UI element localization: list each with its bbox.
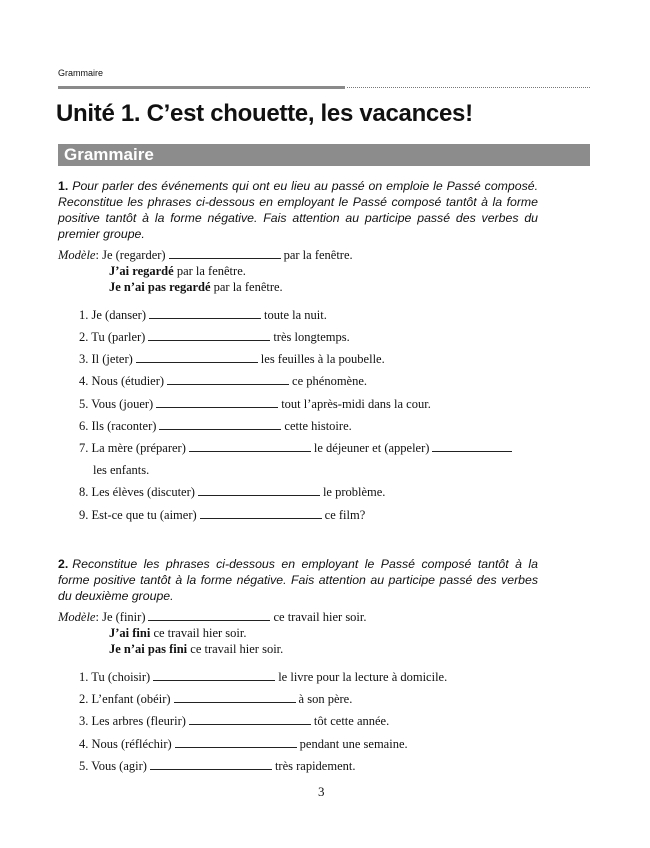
answer-blank[interactable] — [150, 759, 272, 770]
exercise-1-item: 4. Nous (étudier) ce phénomène. — [79, 374, 368, 388]
answer-blank[interactable] — [136, 352, 258, 363]
ex2-model-positive: J’ai fini ce travail hier soir. — [109, 626, 247, 640]
answer-blank[interactable] — [156, 397, 278, 408]
exercise-2-instruction — [58, 556, 538, 604]
exercise-2-instruction-text: Reconstitue les phrases ci-dessous en employant le Passé composé tantôt à la forme positive tantôt à la forme négative. Fais attention au participe passé des verbes du deuxième groupe. — [58, 557, 538, 603]
answer-blank[interactable] — [148, 330, 270, 341]
ex2-model-negative: Je n’ai pas fini ce travail hier soir. — [109, 642, 284, 656]
answer-blank[interactable] — [175, 737, 297, 748]
model-label: Modèle — [58, 248, 96, 262]
section-title: Grammaire — [64, 145, 154, 164]
header-rule-dotted — [347, 87, 590, 88]
exercise-1-item: 9. Est-ce que tu (aimer) ce film? — [79, 508, 366, 522]
ex1-model-negative: Je n’ai pas regardé par la fenêtre. — [109, 280, 283, 294]
exercise-2-item: 5. Vous (agir) très rapidement. — [79, 759, 356, 773]
answer-blank[interactable] — [198, 485, 320, 496]
ex2-model-line: Modèle: Je (finir) ce travail hier soir. — [58, 610, 367, 624]
answer-blank[interactable] — [200, 508, 322, 519]
exercise-1-item: 3. Il (jeter) les feuilles à la poubelle. — [79, 352, 385, 366]
answer-blank[interactable] — [167, 374, 289, 385]
answer-blank[interactable] — [189, 714, 311, 725]
model-answer-blank — [169, 248, 281, 259]
exercise-2-number: 2. — [58, 557, 69, 571]
unit-title: Unité 1. C’est chouette, les vacances! — [56, 100, 473, 127]
answer-blank[interactable] — [174, 692, 296, 703]
model-prompt-before: Je (finir) — [102, 610, 146, 624]
exercise-1-item: 6. Ils (raconter) cette histoire. — [79, 419, 352, 433]
exercise-1-instruction — [58, 178, 538, 242]
model-prompt-after: ce travail hier soir. — [273, 610, 367, 624]
exercise-1-number: 1. — [58, 179, 69, 193]
section-bar — [58, 144, 590, 166]
exercise-1-instruction-text: Pour parler des événements qui ont eu lieu au passé on emploie le Passé composé. Reconstitue les phrases ci-dessous en employant le Passé composé tantôt à la forme positive tantôt à la forme négative. Fais attention au participe passé des verbes du premier groupe. — [58, 179, 538, 241]
exercise-1-item: 8. Les élèves (discuter) le problème. — [79, 485, 386, 499]
model-prompt-before: Je (regarder) — [102, 248, 166, 262]
running-head: Grammaire — [58, 68, 104, 78]
exercise-1-item-7-continuation: les enfants. — [93, 463, 150, 477]
ex1-model-line: Modèle: Je (regarder) par la fenêtre. — [58, 248, 353, 262]
answer-blank[interactable] — [153, 670, 275, 681]
exercise-2-item: 4. Nous (réfléchir) pendant une semaine. — [79, 737, 408, 751]
model-answer-blank — [148, 610, 270, 621]
answer-blank[interactable] — [432, 441, 512, 452]
page-number: 3 — [318, 784, 325, 799]
exercise-1-item: 7. La mère (préparer) le déjeuner et (appeler) — [79, 440, 515, 456]
exercise-1-item: 2. Tu (parler) très longtemps. — [79, 330, 350, 344]
exercise-2-item: 3. Les arbres (fleurir) tôt cette année. — [79, 714, 390, 728]
ex1-model-positive: J’ai regardé par la fenêtre. — [109, 264, 246, 278]
answer-blank[interactable] — [149, 308, 261, 319]
model-prompt-after: par la fenêtre. — [283, 248, 353, 262]
header-rule-solid — [58, 86, 345, 89]
model-label: Modèle — [58, 610, 96, 624]
answer-blank[interactable] — [159, 419, 281, 430]
exercise-2-item: 2. L’enfant (obéir) à son père. — [79, 692, 353, 706]
exercise-1-item: 5. Vous (jouer) tout l’après-midi dans la cour. — [79, 397, 431, 411]
exercise-2-item: 1. Tu (choisir) le livre pour la lecture à domicile. — [79, 670, 448, 684]
answer-blank[interactable] — [189, 441, 311, 452]
exercise-1-item: 1. Je (danser) toute la nuit. — [79, 308, 327, 322]
